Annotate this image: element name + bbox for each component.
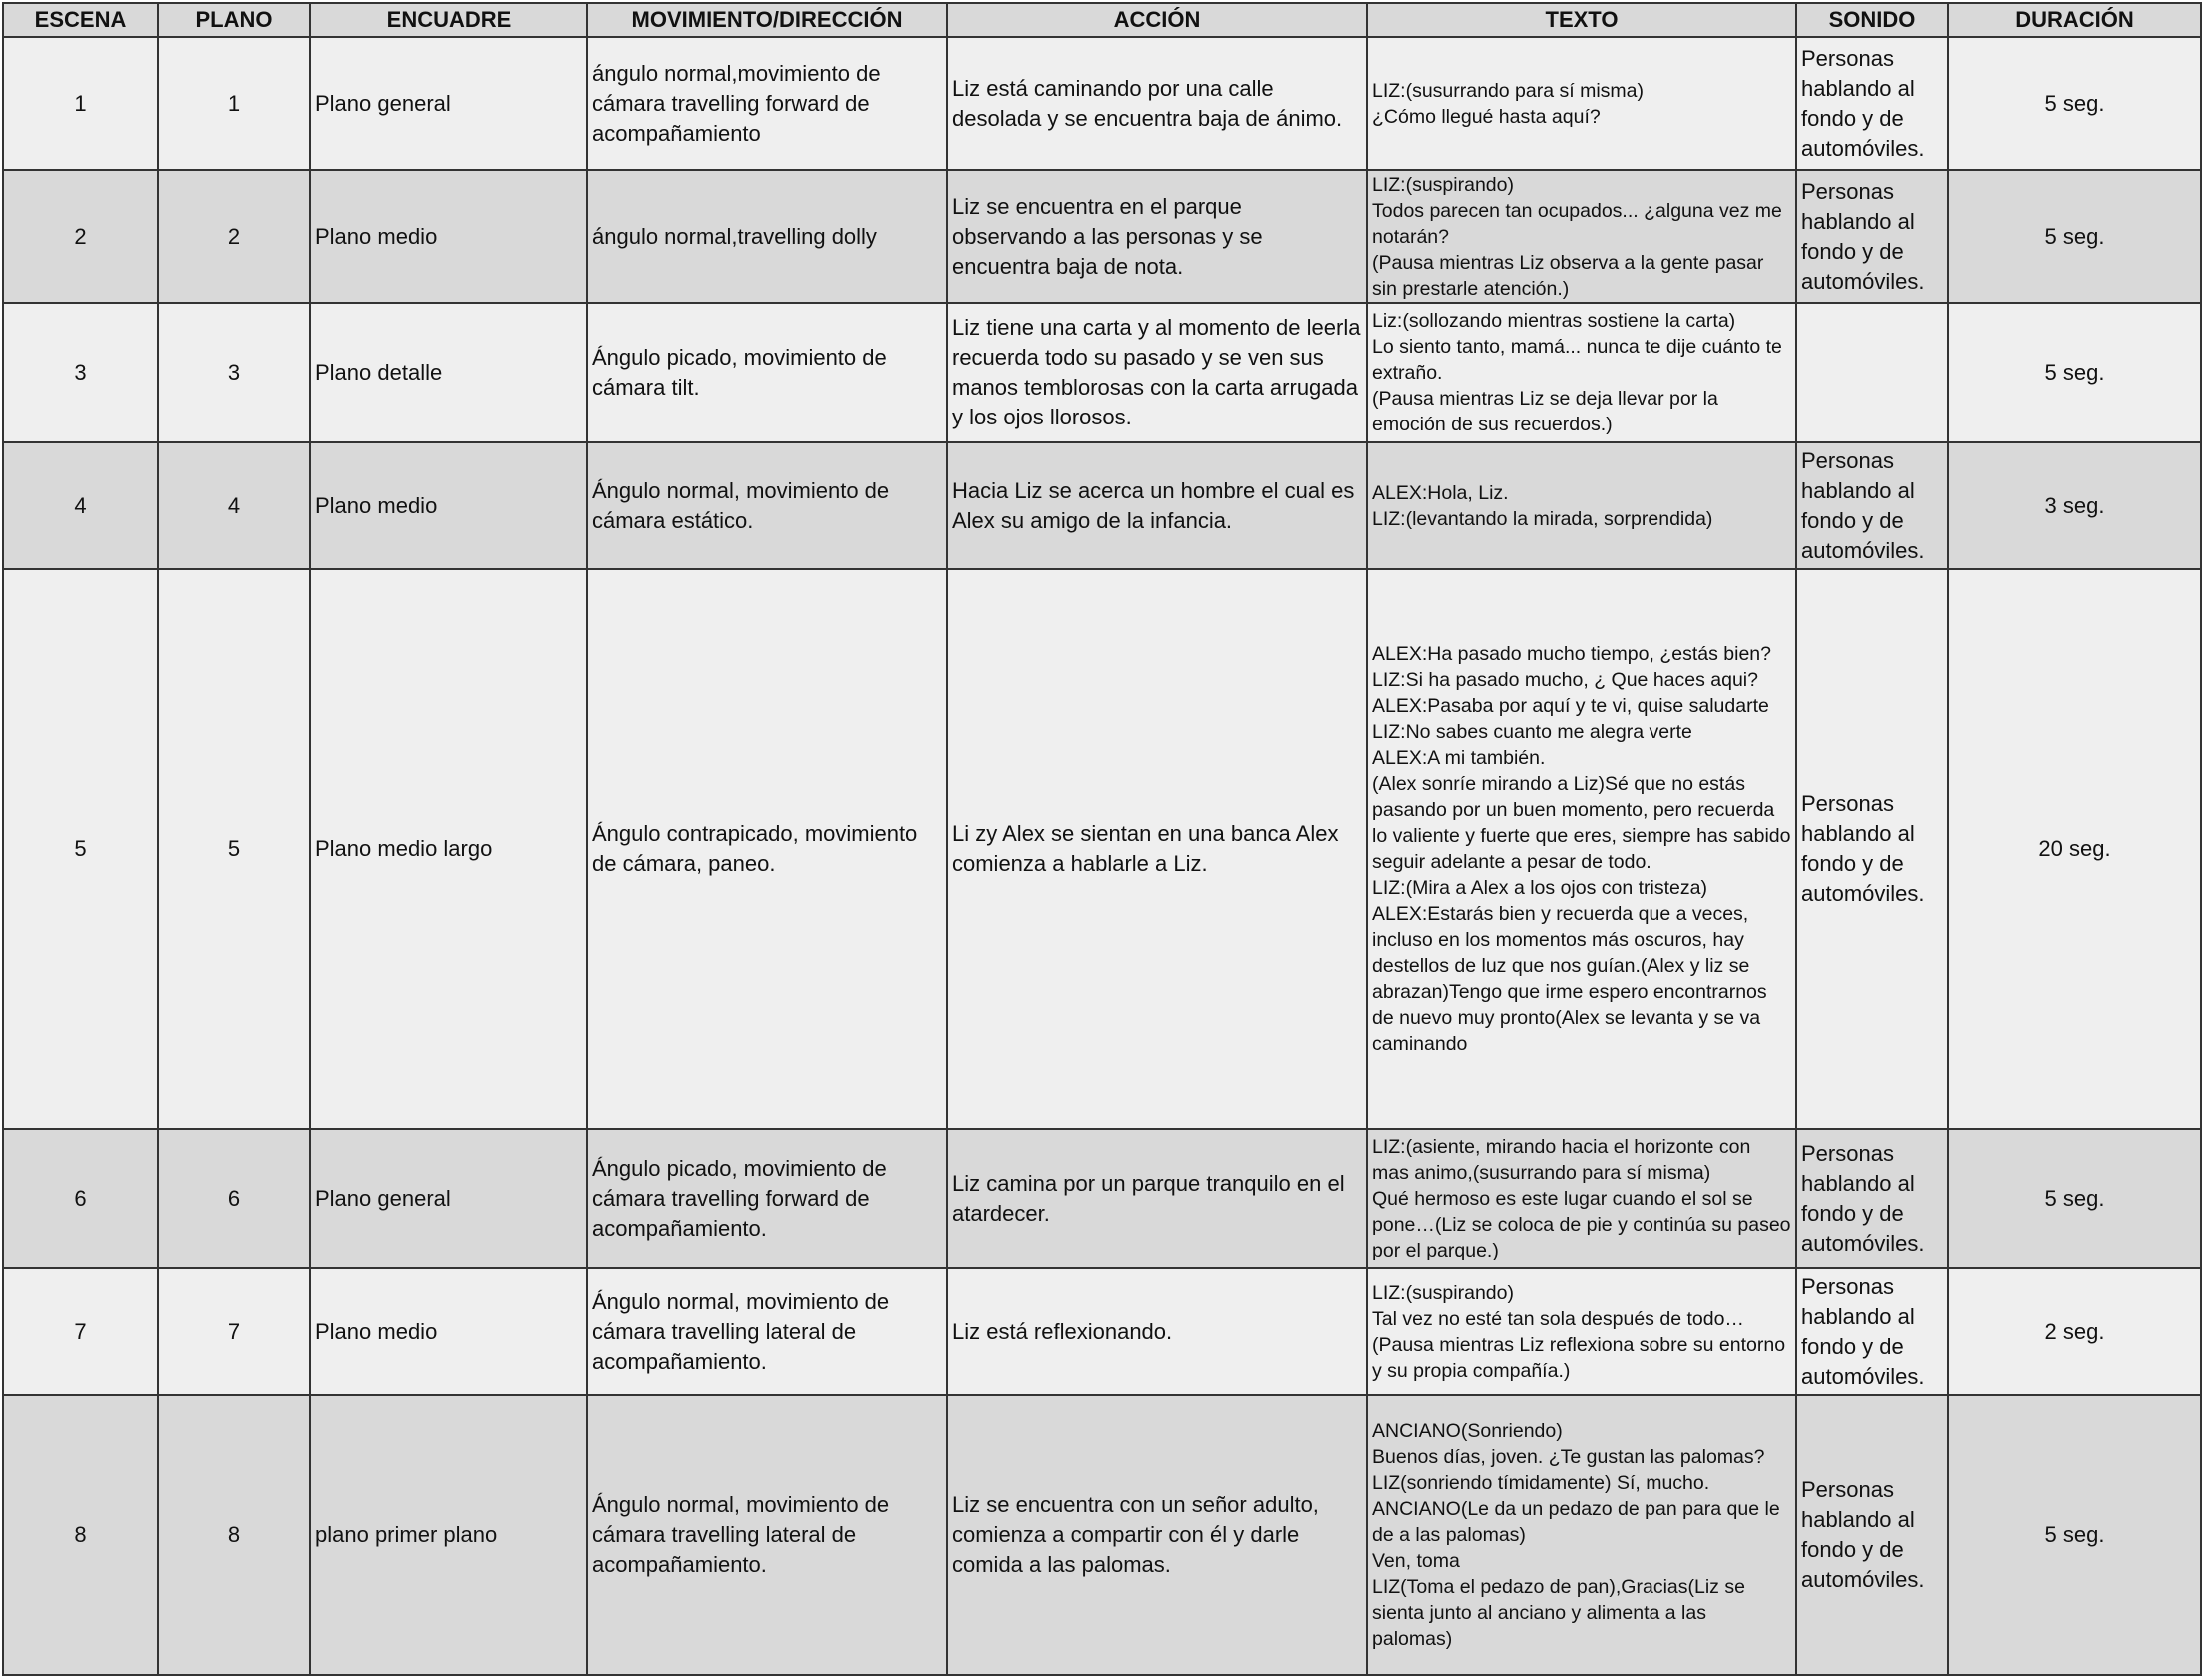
cell-movimiento: Ángulo picado, movimiento de cámara tilt. <box>587 303 947 442</box>
table-row <box>3 1395 2201 1675</box>
cell-texto <box>1367 170 1796 303</box>
texto-line: ALEX:A mi también. <box>1372 747 1546 769</box>
cell-texto <box>1367 37 1796 170</box>
cell-movimiento: ángulo normal,travelling dolly <box>587 170 947 303</box>
texto-line: Buenos días, joven. ¿Te gustan las palomas? <box>1372 1446 1765 1468</box>
texto-line: ALEX:Hola, Liz. <box>1372 481 1509 504</box>
table-body <box>3 37 2201 1675</box>
cell-sonido: Personas hablando al fondo y de automóviles. <box>1796 37 1948 170</box>
texto-line: LIZ:(suspirando) <box>1372 173 1514 196</box>
table-row <box>3 569 2201 1129</box>
cell-duracion: 5 seg. <box>1948 1395 2201 1675</box>
cell-encuadre: plano primer plano <box>310 1395 587 1675</box>
header-duracion: DURACIÓN <box>1948 3 2201 37</box>
cell-escena: 5 <box>3 569 158 1129</box>
texto-line: Liz:(sollozando mientras sostiene la carta) <box>1372 310 1736 332</box>
header-accion: ACCIÓN <box>947 3 1367 37</box>
cell-accion: Liz se encuentra en el parque observando a las personas y se encuentra baja de nota. <box>947 170 1367 303</box>
texto-line: ANCIANO(Le da un pedazo de pan para que le de a las palomas) <box>1372 1498 1786 1546</box>
header-escena: ESCENA <box>3 3 158 37</box>
cell-movimiento: Ángulo contrapicado, movimiento de cámara, paneo. <box>587 569 947 1129</box>
cell-sonido: Personas hablando al fondo y de automóviles. <box>1796 442 1948 569</box>
cell-accion: Liz camina por un parque tranquilo en el atardecer. <box>947 1129 1367 1268</box>
cell-accion: Li zy Alex se sientan en una banca Alex comienza a hablarle a Liz. <box>947 569 1367 1129</box>
cell-escena: 2 <box>3 170 158 303</box>
cell-texto <box>1367 1268 1796 1395</box>
cell-accion: Liz tiene una carta y al momento de leerla recuerda todo su pasado y se ven sus manos temblorosas con la carta arrugada y los ojos llorosos. <box>947 303 1367 442</box>
texto-line: LIZ:(suspirando) <box>1372 1281 1514 1304</box>
cell-sonido: Personas hablando al fondo y de automóviles. <box>1796 1129 1948 1268</box>
cell-encuadre: Plano general <box>310 1129 587 1268</box>
cell-encuadre: Plano medio largo <box>310 569 587 1129</box>
cell-encuadre: Plano general <box>310 37 587 170</box>
texto-line: ALEX:Ha pasado mucho tiempo, ¿estás bien? <box>1372 643 1771 665</box>
texto-line: LIZ:Si ha pasado mucho, ¿ Que haces aqui? <box>1372 669 1758 691</box>
texto-line: ALEX:Pasaba por aquí y te vi, quise saludarte <box>1372 695 1769 717</box>
cell-texto <box>1367 569 1796 1129</box>
cell-accion: Liz se encuentra con un señor adulto, comienza a compartir con él y darle comida a las palomas. <box>947 1395 1367 1675</box>
cell-accion: Liz está reflexionando. <box>947 1268 1367 1395</box>
cell-duracion: 5 seg. <box>1948 303 2201 442</box>
cell-movimiento: Ángulo normal, movimiento de cámara estático. <box>587 442 947 569</box>
cell-duracion: 5 seg. <box>1948 170 2201 303</box>
texto-line: LIZ:(susurrando para sí misma) <box>1372 79 1645 102</box>
table-row <box>3 1129 2201 1268</box>
header-texto: TEXTO <box>1367 3 1796 37</box>
cell-movimiento: Ángulo picado, movimiento de cámara travelling forward de acompañamiento. <box>587 1129 947 1268</box>
texto-line: (Pausa mientras Liz observa a la gente pasar sin prestarle atención.) <box>1372 251 1769 300</box>
cell-plano: 4 <box>158 442 310 569</box>
cell-texto <box>1367 1395 1796 1675</box>
table-row <box>3 303 2201 442</box>
texto-line: Ven, toma <box>1372 1550 1460 1572</box>
texto-line: (Alex sonríe mirando a Liz)Sé que no estás pasando por un buen momento, pero recuerda lo valiente y fuerte que eres, siempre has sabido seguir adelante a pesar de todo. <box>1372 773 1796 873</box>
table-row <box>3 37 2201 170</box>
texto-line: Lo siento tanto, mamá... nunca te dije cuánto te extraño. <box>1372 336 1788 384</box>
header-sonido: SONIDO <box>1796 3 1948 37</box>
cell-accion: Hacia Liz se acerca un hombre el cual es Alex su amigo de la infancia. <box>947 442 1367 569</box>
texto-line: (Pausa mientras Liz reflexiona sobre su entorno y su propia compañía.) <box>1372 1333 1791 1382</box>
cell-texto <box>1367 1129 1796 1268</box>
header-movimiento: MOVIMIENTO/DIRECCIÓN <box>587 3 947 37</box>
cell-encuadre: Plano medio <box>310 1268 587 1395</box>
cell-escena: 8 <box>3 1395 158 1675</box>
texto-line: Qué hermoso es este lugar cuando el sol se pone…(Liz se coloca de pie y continúa su paseo por el parque.) <box>1372 1188 1796 1261</box>
cell-movimiento: Ángulo normal, movimiento de cámara travelling lateral de acompañamiento. <box>587 1268 947 1395</box>
texto-line: LIZ:(asiente, mirando hacia el horizonte con mas animo,(susurrando para sí misma) <box>1372 1136 1756 1184</box>
texto-line: (Pausa mientras Liz se deja llevar por la emoción de sus recuerdos.) <box>1372 388 1724 435</box>
cell-sonido: Personas hablando al fondo y de automóviles. <box>1796 1395 1948 1675</box>
texto-line: LIZ(sonriendo tímidamente) Sí, mucho. <box>1372 1472 1710 1494</box>
cell-duracion: 20 seg. <box>1948 569 2201 1129</box>
cell-escena: 7 <box>3 1268 158 1395</box>
texto-line: LIZ:(Mira a Alex a los ojos con tristeza) <box>1372 877 1707 899</box>
cell-encuadre: Plano medio <box>310 170 587 303</box>
cell-sonido <box>1796 303 1948 442</box>
cell-accion: Liz está caminando por una calle desolada y se encuentra baja de ánimo. <box>947 37 1367 170</box>
cell-plano: 3 <box>158 303 310 442</box>
cell-escena: 6 <box>3 1129 158 1268</box>
cell-movimiento: Ángulo normal, movimiento de cámara travelling lateral de acompañamiento. <box>587 1395 947 1675</box>
texto-line: Todos parecen tan ocupados... ¿alguna vez me notarán? <box>1372 199 1788 248</box>
cell-plano: 5 <box>158 569 310 1129</box>
header-encuadre: ENCUADRE <box>310 3 587 37</box>
cell-duracion: 5 seg. <box>1948 37 2201 170</box>
cell-escena: 3 <box>3 303 158 442</box>
cell-plano: 6 <box>158 1129 310 1268</box>
texto-line: ALEX:Estarás bien y recuerda que a veces, incluso en los momentos más oscuros, hay destellos de luz que nos guían.(Alex y liz se abrazan)Tengo que irme espero encontrarnos de nuevo muy pronto(Alex se levanta y se va caminando <box>1372 903 1773 1055</box>
cell-escena: 4 <box>3 442 158 569</box>
cell-plano: 1 <box>158 37 310 170</box>
cell-movimiento: ángulo normal,movimiento de cámara travelling forward de acompañamiento <box>587 37 947 170</box>
cell-sonido: Personas hablando al fondo y de automóviles. <box>1796 1268 1948 1395</box>
texto-line: Tal vez no esté tan sola después de todo… <box>1372 1307 1744 1330</box>
cell-encuadre: Plano medio <box>310 442 587 569</box>
header-plano: PLANO <box>158 3 310 37</box>
table-row <box>3 442 2201 569</box>
header-row <box>3 3 2201 37</box>
texto-line: ANCIANO(Sonriendo) <box>1372 1420 1563 1442</box>
texto-line: LIZ(Toma el pedazo de pan),Gracias(Liz se sienta junto al anciano y alimenta a las palomas) <box>1372 1576 1751 1650</box>
table-row <box>3 170 2201 303</box>
cell-duracion: 5 seg. <box>1948 1129 2201 1268</box>
cell-plano: 8 <box>158 1395 310 1675</box>
texto-line: LIZ:(levantando la mirada, sorprendida) <box>1372 507 1713 530</box>
script-table <box>2 2 2202 1676</box>
cell-texto <box>1367 303 1796 442</box>
cell-sonido: Personas hablando al fondo y de automóviles. <box>1796 170 1948 303</box>
cell-sonido: Personas hablando al fondo y de automóviles. <box>1796 569 1948 1129</box>
cell-plano: 2 <box>158 170 310 303</box>
cell-encuadre: Plano detalle <box>310 303 587 442</box>
cell-escena: 1 <box>3 37 158 170</box>
texto-line: LIZ:No sabes cuanto me alegra verte <box>1372 721 1692 743</box>
table-row <box>3 1268 2201 1395</box>
texto-line: ¿Cómo llegué hasta aquí? <box>1372 105 1601 128</box>
cell-plano: 7 <box>158 1268 310 1395</box>
cell-duracion: 3 seg. <box>1948 442 2201 569</box>
cell-texto <box>1367 442 1796 569</box>
cell-duracion: 2 seg. <box>1948 1268 2201 1395</box>
